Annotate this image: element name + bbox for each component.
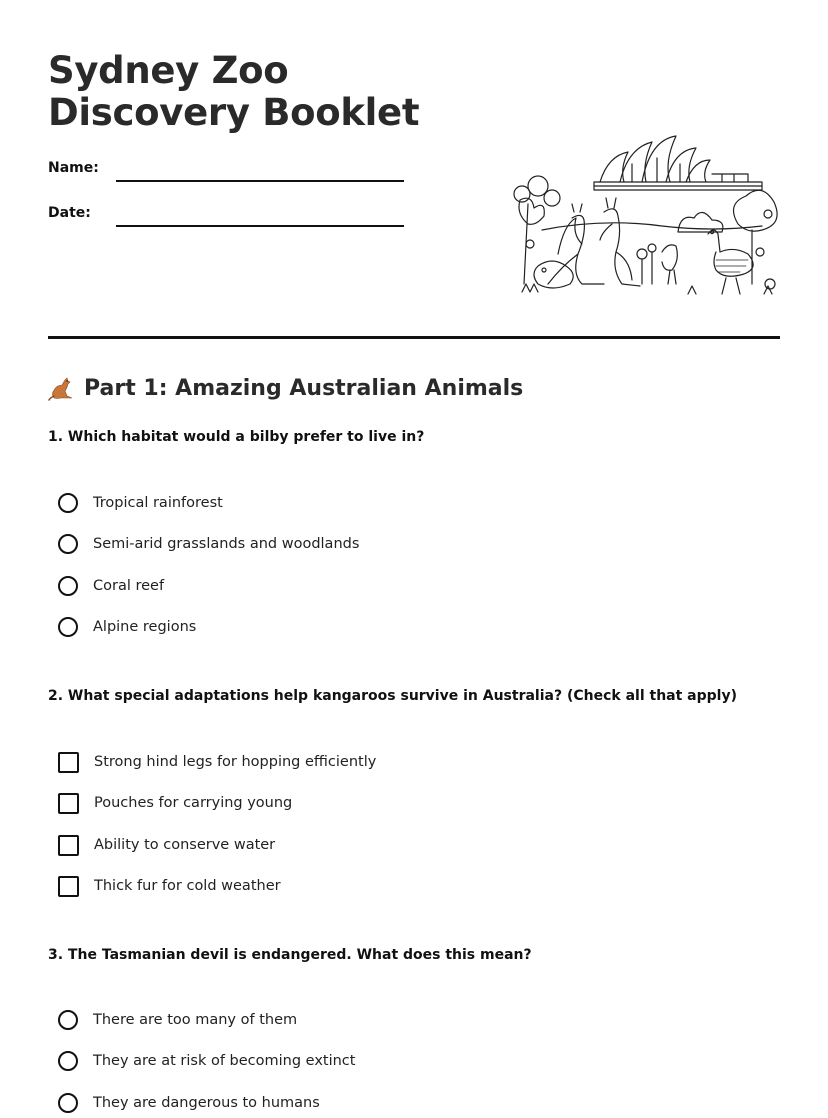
checkbox[interactable] [58,793,79,814]
part-heading-text: Part 1: Amazing Australian Animals [84,375,524,401]
q1-option-4[interactable] [58,615,196,639]
question-1-text: 1. Which habitat would a bilby prefer to live in? [48,429,425,445]
q3-option-3[interactable] [58,1091,320,1115]
q1-option-3[interactable] [58,574,164,598]
option-label: Alpine regions [93,619,197,635]
date-field[interactable] [48,205,408,235]
radio-button[interactable] [58,576,78,596]
option-label: Ability to conserve water [94,837,276,853]
section-divider [48,336,780,339]
option-label: Thick fur for cold weather [94,878,281,894]
option-label: There are too many of them [93,1012,298,1028]
radio-button[interactable] [58,493,78,513]
kangaroo-icon [48,374,76,402]
radio-button[interactable] [58,1051,78,1071]
q2-option-1[interactable] [58,750,376,774]
option-label: Coral reef [93,578,165,594]
checkbox[interactable] [58,752,79,773]
q2-option-2[interactable] [58,791,292,815]
sydney-opera-house-animals-illustration [512,134,780,300]
option-label: They are dangerous to humans [93,1095,320,1111]
q1-option-1[interactable] [58,491,223,515]
radio-button[interactable] [58,1093,78,1113]
name-input-line[interactable] [116,180,404,182]
option-label: Semi-arid grasslands and woodlands [93,536,360,552]
checkbox[interactable] [58,835,79,856]
option-label: Tropical rainforest [93,495,223,511]
name-label: Name: [48,160,99,176]
date-label: Date: [48,205,91,221]
question-3-text: 3. The Tasmanian devil is endangered. What does this mean? [48,947,532,963]
page-title: Sydney Zoo Discovery Booklet [48,49,420,134]
q1-option-2[interactable] [58,532,359,556]
radio-button[interactable] [58,1010,78,1030]
q2-option-4[interactable] [58,874,281,898]
option-label: Pouches for carrying young [94,795,293,811]
date-input-line[interactable] [116,225,404,227]
part-heading [48,374,523,402]
q3-option-1[interactable] [58,1008,297,1032]
option-label: They are at risk of becoming extinct [93,1053,356,1069]
question-2-text: 2. What special adaptations help kangaroos survive in Australia? (Check all that apply) [48,688,737,704]
q3-option-2[interactable] [58,1049,355,1073]
checkbox[interactable] [58,876,79,897]
q2-option-3[interactable] [58,833,275,857]
radio-button[interactable] [58,534,78,554]
radio-button[interactable] [58,617,78,637]
option-label: Strong hind legs for hopping efficiently [94,754,377,770]
name-field[interactable] [48,160,408,190]
